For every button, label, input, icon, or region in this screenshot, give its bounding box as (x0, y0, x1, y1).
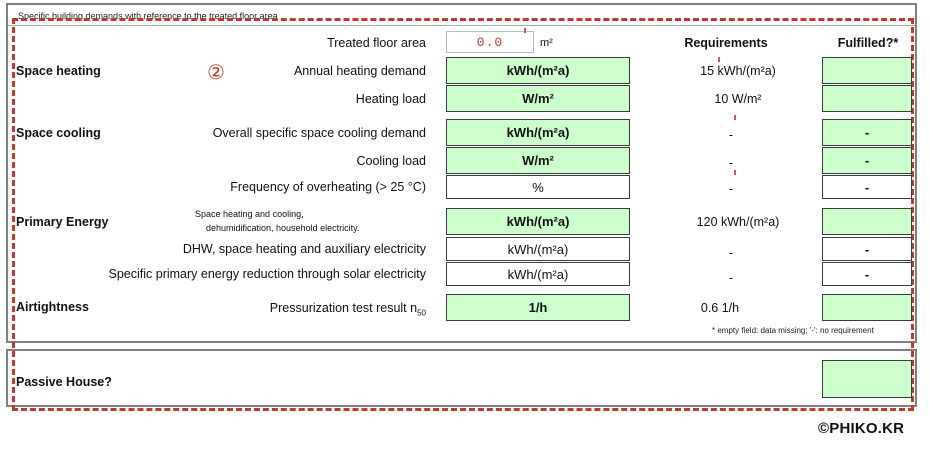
cooling-load-fulfilled[interactable]: - (822, 147, 912, 174)
pressurization-label (200, 300, 426, 322)
pe-solar-field[interactable]: kWh/(m²a) (446, 262, 630, 286)
annual-heating-demand-requirement: 15 kWh/(m²a) (700, 64, 776, 78)
pe-solar-label: Specific primary energy reduction through solar electricity (108, 267, 426, 281)
passive-house-field[interactable] (822, 360, 912, 398)
heating-load-fulfilled[interactable] (822, 85, 912, 112)
overheating-label: Frequency of overheating (> 25 °C) (230, 180, 426, 194)
annual-heating-demand-label: Annual heating demand (293, 64, 426, 78)
pe-solar-fulfilled[interactable]: - (822, 262, 912, 286)
passive-house-label: Passive House? (16, 375, 112, 389)
cooling-load-label: Cooling load (356, 154, 426, 168)
requirements-header: Requirements (684, 36, 768, 50)
pe-dhw-field[interactable]: kWh/(m²a) (446, 237, 630, 261)
header-divider (8, 25, 915, 26)
cooling-demand-fulfilled[interactable]: - (822, 119, 912, 146)
cooling-demand-requirement: - (728, 128, 734, 142)
pe-heating-cooling-field[interactable]: kWh/(m²a) (446, 208, 630, 235)
passive-house-panel (6, 349, 917, 407)
heating-load-label: Heating load (355, 92, 426, 106)
annotation-tick (734, 170, 736, 175)
pressurization-label-subscript: 50 (417, 308, 426, 318)
pe-solar-requirement: - (728, 271, 734, 285)
pe-dhw-requirement: - (728, 246, 734, 260)
overheating-requirement: - (728, 182, 734, 196)
panel-header: Specific building demands with reference to the treated floor area (18, 11, 278, 21)
pe-heating-cooling-label-line2: dehumidification, household electricity. (206, 223, 360, 233)
section-primary-energy: Primary Energy (16, 215, 109, 229)
treated-floor-area-unit: m² (540, 37, 553, 49)
heating-load-requirement: 10 W/m² (714, 92, 762, 106)
annual-heating-demand-field[interactable]: kWh/(m²a) (446, 57, 630, 84)
annotation-tick (718, 57, 720, 62)
pe-heating-cooling-requirement: 120 kWh/(m²a) (696, 215, 780, 229)
overheating-fulfilled[interactable]: - (822, 175, 912, 199)
annotation-marker-2: ② (207, 62, 225, 84)
section-space-cooling: Space cooling (16, 126, 101, 140)
pressurization-fulfilled[interactable] (822, 294, 912, 321)
treated-floor-area-label: Treated floor area (327, 36, 426, 50)
cooling-demand-label: Overall specific space cooling demand (212, 126, 426, 140)
annual-heating-demand-fulfilled[interactable] (822, 57, 912, 84)
cooling-load-field[interactable]: W/m² (446, 147, 630, 174)
pe-dhw-label: DHW, space heating and auxiliary electricity (182, 242, 426, 256)
overheating-field[interactable]: % (446, 175, 630, 199)
footnote: * empty field: data missing; '-': no requirement (712, 326, 874, 335)
section-space-heating: Space heating (16, 64, 101, 78)
fulfilled-header: Fulfilled?* (837, 36, 899, 50)
cooling-load-requirement: - (728, 156, 734, 170)
pe-heating-cooling-label-line1: Space heating and cooling, (195, 209, 304, 219)
heating-load-field[interactable]: W/m² (446, 85, 630, 112)
pressurization-label-text: Pressurization test result n (269, 301, 418, 315)
treated-floor-area-input[interactable]: 0.0 (446, 31, 534, 53)
annotation-tick (524, 28, 526, 33)
annotation-tick (734, 115, 736, 120)
pressurization-field[interactable]: 1/h (446, 294, 630, 321)
cooling-demand-field[interactable]: kWh/(m²a) (446, 119, 630, 146)
copyright-mark: ©PHIKO.KR (818, 420, 905, 437)
pe-dhw-fulfilled[interactable]: - (822, 237, 912, 261)
pe-heating-cooling-fulfilled[interactable] (822, 208, 912, 235)
pressurization-requirement: 0.6 1/h (700, 301, 740, 315)
section-airtightness: Airtightness (16, 300, 89, 314)
